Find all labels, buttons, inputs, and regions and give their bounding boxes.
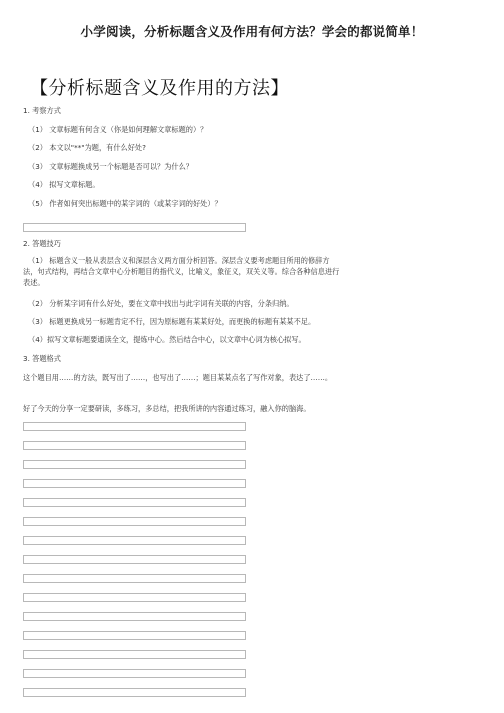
section-heading: 【分析标题含义及作用的方法】 — [30, 78, 289, 99]
blank-field — [23, 422, 246, 431]
blank-field — [23, 650, 246, 659]
blank-field — [23, 223, 246, 232]
list-item: （5） 作者如何突出标题中的某字词的（或某字词的好处）？ — [28, 199, 222, 208]
blank-field — [23, 441, 246, 450]
blank-field — [23, 612, 246, 621]
blank-field — [23, 517, 246, 526]
blank-field — [23, 479, 246, 488]
list-item: （4） 拟写文章标题。 — [28, 180, 100, 189]
section-2-label: 2. 答题技巧 — [23, 239, 61, 248]
blank-field — [23, 574, 246, 583]
list-item: （2） 分析某字词有什么好处，要在文章中找出与此字词有关联的内容，分条归纳。 — [28, 299, 294, 308]
section-3-label: 3. 答题格式 — [23, 354, 61, 363]
closing-text: 好了今天的分享一定要研读，多练习，多总结，把我所讲的内容通过练习，融入你的脑海。 — [23, 404, 311, 413]
list-item: （2） 本文以"**"为题，有什么好处? — [28, 143, 146, 152]
list-item: （1） 标题含义一般从表层含义和深层含义两方面分析回答。深层含义要考虑题目所用的修辞方法，句式结构，再结合文章中心分析题目的指代义，比喻义，象征义，双关义等。综合各种信息进行表述。 — [23, 256, 340, 287]
blank-field — [23, 460, 246, 469]
section-1-label: 1. 考察方式 — [23, 106, 61, 115]
answer-format-text: 这个题目用……的方法，既写出了……，也写出了……；题目某某点名了写作对象，表达了……。 — [23, 373, 333, 382]
blank-field — [23, 669, 246, 678]
blank-field — [23, 688, 246, 697]
list-item: （1） 文章标题有何含义（你是如何理解文章标题的）？ — [28, 125, 208, 134]
list-item: （4）拟写文章标题要通读全文，提炼中心。然后结合中心，以文章中心词为核心拟写。 — [28, 335, 306, 344]
blank-field — [23, 498, 246, 507]
list-item: （3） 文章标题换成另一个标题是否可以？为什么？ — [28, 162, 193, 171]
list-item: （3） 标题更换成另一标题肯定不行，因为原标题有某某好处，而更换的标题有某某不足。 — [28, 317, 316, 326]
blank-field — [23, 555, 246, 564]
blank-field — [23, 536, 246, 545]
blank-field — [23, 593, 246, 602]
blank-field — [23, 631, 246, 640]
article-title: 小学阅读，分析标题含义及作用有何方法？学会的都说简单！ — [80, 24, 424, 39]
